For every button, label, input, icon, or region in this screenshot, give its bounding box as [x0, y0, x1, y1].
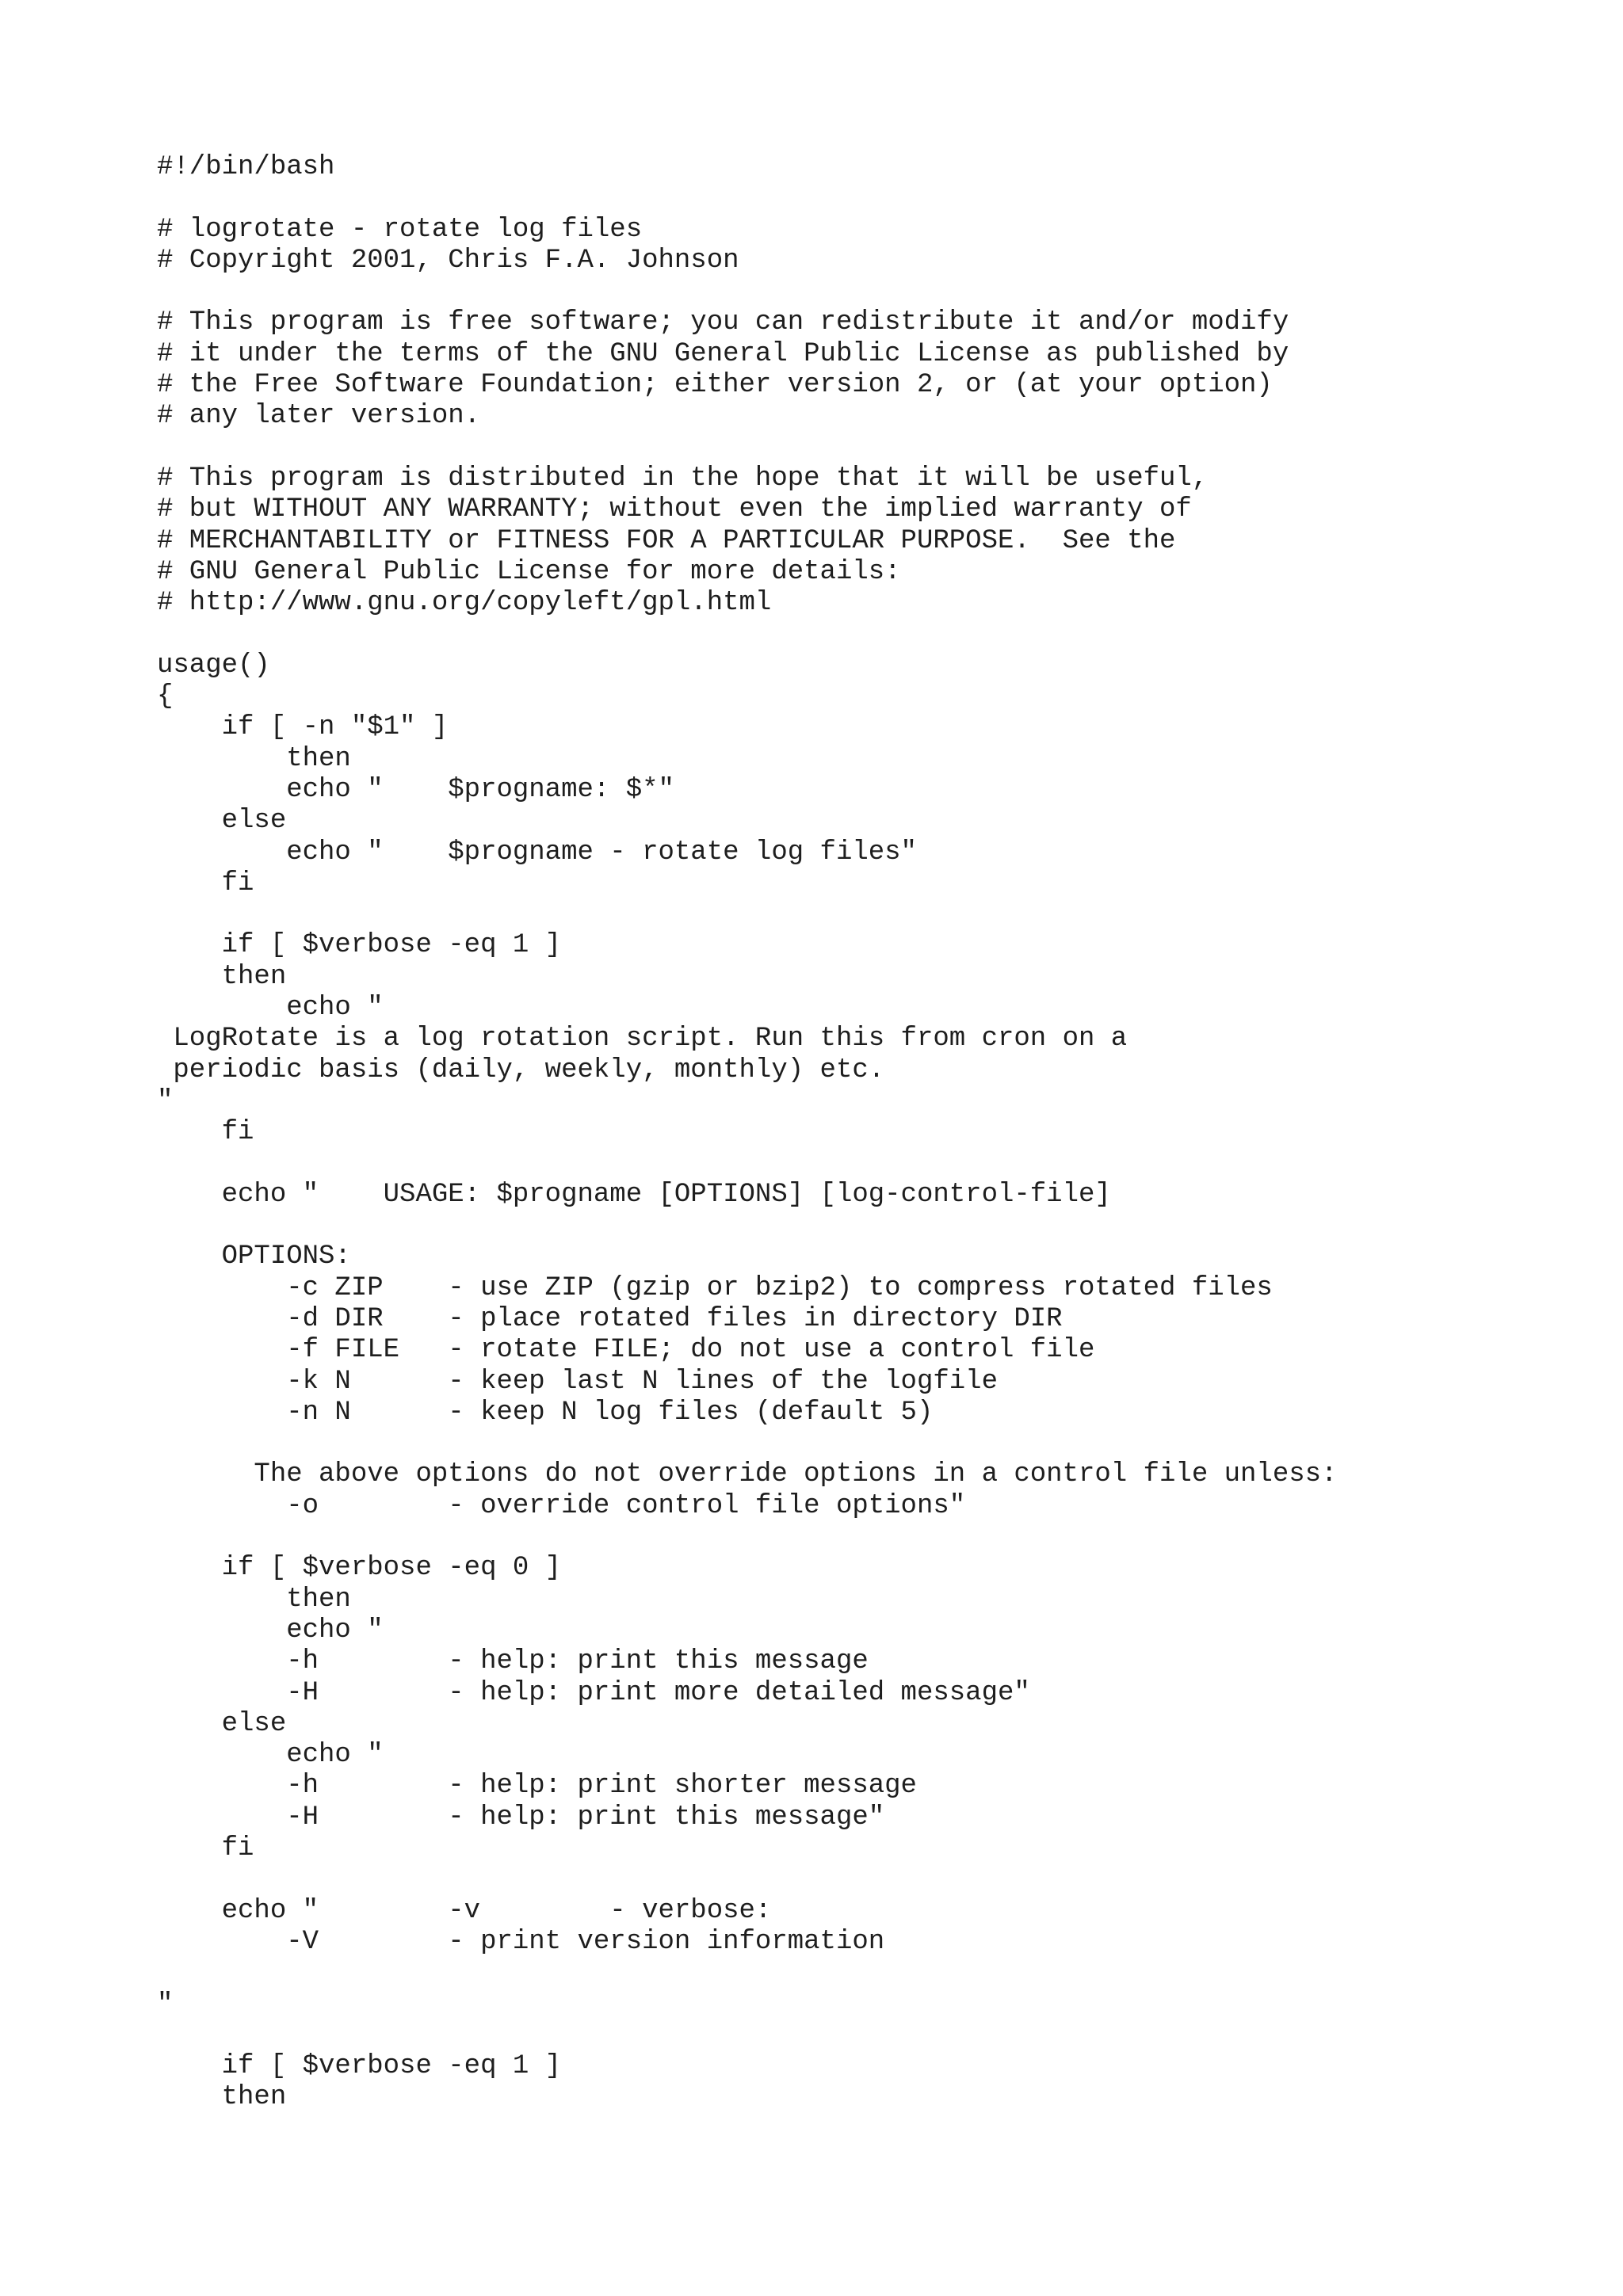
code-line: fi [157, 1117, 254, 1148]
code-line: then [157, 1584, 351, 1615]
code-line: -c ZIP - use ZIP (gzip or bzip2) to compress rotated files [157, 1272, 1273, 1303]
bash-script-listing [157, 152, 1337, 2114]
code-line: if [ $verbose -eq 1 ] [157, 2051, 562, 2082]
code-line: # logrotate - rotate log files [157, 214, 643, 245]
code-line: # http://www.gnu.org/copyleft/gpl.html [157, 588, 772, 619]
code-line: # the Free Software Foundation; either version 2, or (at your option) [157, 370, 1273, 401]
blank-line [157, 1864, 1337, 1895]
blank-line [157, 1428, 1337, 1459]
code-line: -d DIR - place rotated files in directory DIR [157, 1303, 1063, 1334]
code-line: # any later version. [157, 401, 481, 432]
code-line: The above options do not override options in a control file unless: [157, 1459, 1338, 1490]
code-line: -o - override control file options" [157, 1490, 966, 1521]
code-line: echo " [157, 993, 384, 1024]
code-line: -H - help: print more detailed message" [157, 1677, 1030, 1708]
code-line: OPTIONS: [157, 1241, 351, 1272]
code-line: echo " -v - verbose: [157, 1895, 772, 1926]
code-line: if [ -n "$1" ] [157, 712, 449, 743]
code-line: if [ $verbose -eq 1 ] [157, 930, 562, 961]
code-line: LogRotate is a log rotation script. Run this from cron on a [157, 1024, 1128, 1055]
code-line: then [157, 743, 351, 774]
code-line: fi [157, 1833, 254, 1864]
code-line: # it under the terms of the GNU General Public License as published by [157, 338, 1289, 369]
blank-line [157, 619, 1337, 650]
code-line: -h - help: print this message [157, 1646, 869, 1677]
code-line: if [ $verbose -eq 0 ] [157, 1553, 562, 1584]
code-line: " [157, 1989, 174, 2019]
blank-line [157, 1149, 1337, 1180]
code-line: fi [157, 868, 254, 898]
code-line: -f FILE - rotate FILE; do not use a control file [157, 1335, 1095, 1366]
blank-line [157, 277, 1337, 307]
code-line: usage() [157, 650, 270, 681]
code-line: { [157, 681, 174, 712]
code-line: echo " [157, 1740, 384, 1771]
code-line: periodic basis (daily, weekly, monthly) etc. [157, 1055, 885, 1085]
code-line: -V - print version information [157, 1926, 885, 1957]
blank-line [157, 2020, 1337, 2051]
code-line: then [157, 961, 287, 992]
code-line: else [157, 806, 287, 837]
code-line: -n N - keep N log files (default 5) [157, 1397, 934, 1428]
code-line: # but WITHOUT ANY WARRANTY; without even the implied warranty of [157, 494, 1192, 525]
code-line: " [157, 1085, 174, 1116]
blank-line [157, 899, 1337, 930]
code-line: then [157, 2082, 287, 2113]
code-line: -k N - keep last N lines of the logfile [157, 1366, 998, 1397]
blank-line [157, 183, 1337, 214]
code-line: echo " USAGE: $progname [OPTIONS] [log-control-file] [157, 1179, 1111, 1210]
code-line: # Copyright 2001, Chris F.A. Johnson [157, 245, 739, 276]
code-line: # GNU General Public License for more details: [157, 556, 901, 587]
code-line: echo " [157, 1615, 384, 1646]
code-line: # MERCHANTABILITY or FITNESS FOR A PARTICULAR PURPOSE. See the [157, 525, 1176, 556]
code-line: # This program is free software; you can redistribute it and/or modify [157, 307, 1289, 338]
code-line: -H - help: print this message" [157, 1802, 885, 1833]
blank-line [157, 1958, 1337, 1989]
code-line: -h - help: print shorter message [157, 1771, 917, 1802]
code-line: # This program is distributed in the hope that it will be useful, [157, 463, 1209, 494]
blank-line [157, 1522, 1337, 1553]
code-line: echo " $progname: $*" [157, 774, 674, 805]
code-line: else [157, 1708, 287, 1739]
code-line: #!/bin/bash [157, 152, 335, 182]
code-line: echo " $progname - rotate log files" [157, 837, 917, 868]
blank-line [157, 1211, 1337, 1241]
blank-line [157, 433, 1337, 463]
